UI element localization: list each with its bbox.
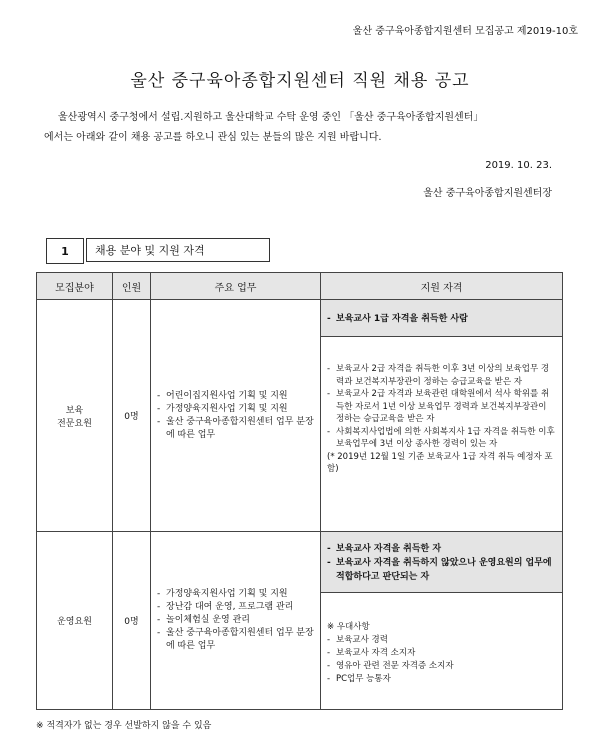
field-cell <box>37 300 113 532</box>
table-row <box>37 532 563 710</box>
preferred-qualifications <box>321 593 562 698</box>
list-item: - 보육교사 2급 자격을 취득한 이후 3년 이상의 보육업무 경력과 보건복지부장관이 정하는 승급교육을 받은 자 <box>327 364 550 387</box>
announcement-date: 2019. 10. 23. <box>485 160 552 171</box>
list-item: - 가정양육지원사업 기획 및 지원 <box>157 589 288 599</box>
list-item: - 보육교사 자격을 취득한 자 <box>327 544 442 554</box>
section-title: 채용 분야 및 지원 자격 <box>86 238 270 262</box>
recruitment-table <box>36 272 563 710</box>
intro-line-1: 울산광역시 중구청에서 설립.지원하고 울산대학교 수탁 운영 중인 「울산 중구육아종합지원센터」 <box>58 112 484 123</box>
field-cell: 운영요원 <box>37 532 113 710</box>
notice-number: 울산 중구육아종합지원센터 모집공고 제2019-10호 <box>352 26 578 37</box>
issuer: 울산 중구육아종합지원센터장 <box>423 188 552 199</box>
intro-paragraph <box>44 108 574 148</box>
footnote: ※ 적격자가 없는 경우 선발하지 않을 수 있음 <box>36 721 212 731</box>
list-item: - 보육교사 자격을 취득하지 않았으나 운영요원의 업무에 적합하다고 판단되는 자 <box>327 558 552 582</box>
intro-line-2: 에서는 아래와 같이 채용 공고를 하오니 관심 있는 분들의 많은 지원 바랍니다. <box>44 132 382 143</box>
required-qualifications <box>321 532 562 593</box>
list-item: - 보육교사 1급 자격을 취득한 사람 <box>327 314 468 324</box>
list-item: - 장난감 대여 운영, 프로그램 관리 <box>157 602 294 612</box>
list-item: - 가정양육지원사업 기획 및 지원 <box>157 403 288 414</box>
count-cell: 0명 <box>113 300 151 532</box>
qualification-note: (* 2019년 12월 1일 기준 보육교사 1급 자격 취득 예정자 포함) <box>327 451 553 474</box>
duties-cell <box>151 300 321 532</box>
header-qualification: 지원 자격 <box>321 273 563 300</box>
list-item: - 보육교사 경력 <box>327 635 388 645</box>
field-name-line: 보육 <box>65 405 84 416</box>
header-count: 인원 <box>113 273 151 300</box>
list-item: - 영유아 관련 전문 자격증 소지자 <box>327 661 454 671</box>
list-item: - 울산 중구육아종합지원센터 업무 분장에 따른 업무 <box>157 416 314 440</box>
preferred-title: ※ 우대사항 <box>327 622 370 632</box>
required-qualifications <box>321 300 562 337</box>
list-item: - 울산 중구육아종합지원센터 업무 분장에 따른 업무 <box>157 628 314 651</box>
qualification-cell <box>321 300 563 532</box>
list-item: - 놀이체험실 운영 관리 <box>157 615 250 625</box>
list-item: - 어린이집지원사업 기획 및 지원 <box>157 390 288 401</box>
header-duties: 주요 업무 <box>151 273 321 300</box>
section-number: 1 <box>46 238 84 264</box>
list-item: - 보육교사 2급 자격과 보육관련 대학원에서 석사 학위를 취득한 자로서 1년 이상 보육업무 경력과 보건복지부장관이 정하는 승급교육을 받은 자 <box>327 389 550 424</box>
list-item: - PC업무 능통자 <box>327 674 391 684</box>
header-field: 모집분야 <box>37 273 113 300</box>
list-item: - 사회복지사업법에 의한 사회복지사 1급 자격을 취득한 이후 보육업무에 3년 이상 종사한 경력이 있는 자 <box>327 426 555 449</box>
qualification-cell <box>321 532 563 710</box>
page-title: 울산 중구육아종합지원센터 직원 채용 공고 <box>130 71 470 91</box>
preferred-qualifications <box>321 337 562 484</box>
table-header-row <box>37 273 563 300</box>
field-name-line: 전문요원 <box>57 418 92 429</box>
list-item: - 보육교사 자격 소지자 <box>327 648 416 658</box>
count-cell: 0명 <box>113 532 151 710</box>
table-row <box>37 300 563 532</box>
duties-cell <box>151 532 321 710</box>
